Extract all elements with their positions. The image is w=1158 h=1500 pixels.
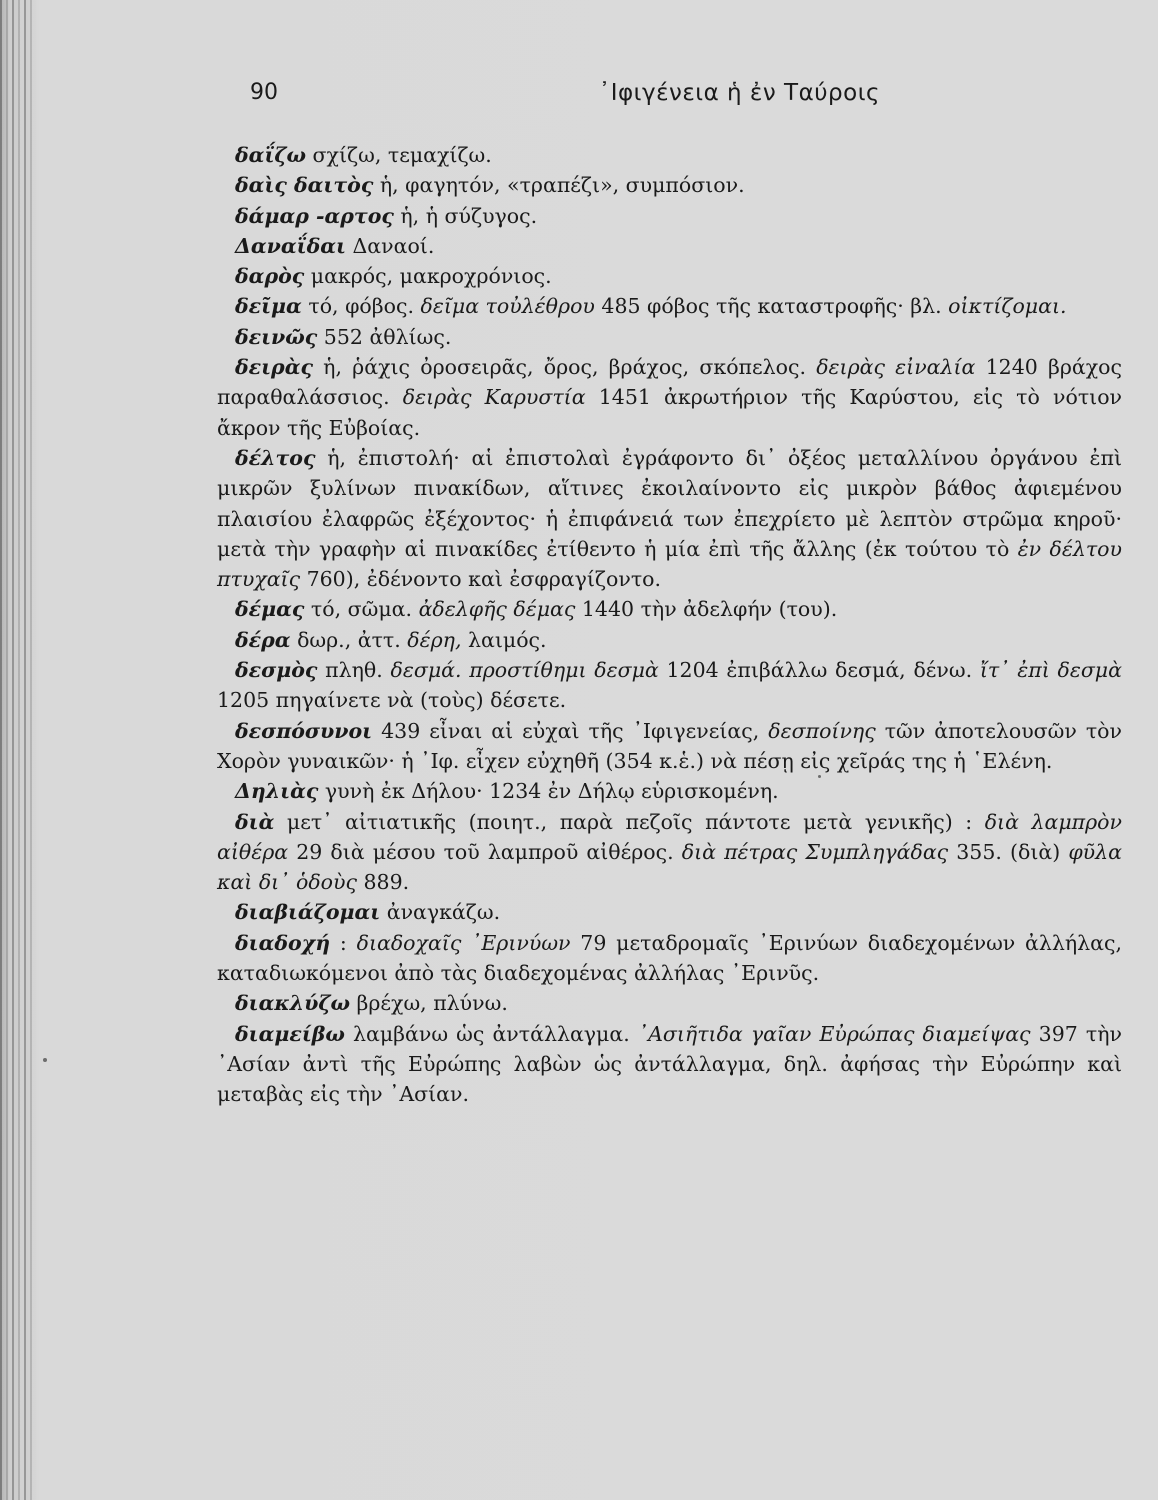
citation: ἐν δέλτου πτυχαῖς (217, 536, 1122, 592)
scan-speck (818, 775, 821, 778)
definition: βρέχω, πλύνω. (350, 991, 508, 1016)
headword: δέλτος (235, 445, 316, 470)
definition: 397 τὴν ᾿Ασίαν ἀντὶ τῆς Εὐρώπης λαβὼν ὡς ἀντάλλαγμα, δηλ. ἀφήσας τὴν Εὐρώπην καὶ μεταβὰς εἰς τὴν ᾿Ασίαν. (217, 1021, 1122, 1107)
glossary-entry (217, 352, 1122, 443)
glossary-body (217, 140, 1122, 1110)
headword: διακλύζω (235, 991, 350, 1016)
headword: διαμείβω (235, 1021, 345, 1046)
definition: Δαναοί. (345, 233, 435, 258)
citation: ἴτ᾿ ἐπὶ δεσμὰ (979, 658, 1122, 683)
running-title: ᾿Ιφιγένεια ἡ ἐν Ταύροις (598, 80, 880, 106)
glossary-entry (217, 625, 1122, 655)
page-header (250, 80, 880, 120)
headword: δεῖμα (235, 294, 302, 319)
glossary-entry (217, 655, 1122, 716)
definition: τῶν ἀποτελουσῶν τὸν Χορὸν γυναικῶν· ἡ ᾿Ιφ. εἶχεν εὐχηθῆ (354 κ.ἑ.) νὰ πέσῃ εἰς χεῖράς της ἡ ῾Ελένη. (217, 718, 1122, 773)
definition: τό, φόβος. (301, 294, 421, 319)
headword: διαβιάζομαι (235, 900, 381, 925)
definition: 889. (356, 870, 410, 895)
definition: 1204 ἐπιβάλλω δεσμά, δένω. (658, 658, 980, 683)
headword: δέρα (235, 627, 291, 652)
definition: 355. (διὰ) (948, 839, 1069, 864)
citation: διὰ λαμπρὸν αἰθέρα (217, 809, 1122, 864)
definition: λαιμός. (461, 627, 547, 652)
headword: Δαναΐδαι (235, 233, 346, 258)
definition: 439 εἶναι αἱ εὐχαὶ τῆς ᾿Ιφιγενείας, (372, 718, 769, 743)
definition: 1451 ἀκρωτήριον τῆς Καρύστου, εἰς τὸ νότιον ἄκρον τῆς Εὐβοίας. (217, 385, 1123, 440)
headword: διὰ (235, 809, 275, 834)
citation: δειρὰς Καρυστία (402, 385, 586, 410)
definition: ἡ, φαγητόν, «τραπέζι», συμπόσιον. (373, 173, 745, 198)
headword: δάμαρ -αρτος (235, 203, 394, 228)
glossary-entry (217, 594, 1122, 624)
glossary-entry (217, 443, 1122, 594)
definition: 760), ἐδένοντο καὶ ἐσφραγίζοντο. (300, 567, 662, 592)
glossary-entry (217, 928, 1122, 989)
citation: δειρὰς εἰναλία (816, 355, 976, 380)
headword: δεινῶς (235, 324, 318, 349)
definition: : (330, 930, 357, 955)
citation: φῦλα καὶ δι᾿ ὁδοὺς (217, 839, 1122, 895)
definition: μακρός, μακροχρόνιος. (304, 264, 552, 289)
definition: ἡ, ῥάχις ὀροσειρᾶς, ὄρος, βράχος, σκόπελος. (312, 355, 817, 380)
glossary-entry (217, 807, 1122, 898)
citation: δέρη, (407, 627, 462, 652)
headword: Δηλιὰς (235, 779, 319, 804)
definition: δωρ., ἀττ. (290, 627, 408, 652)
definition: ἡ, ἡ σύζυγος. (393, 203, 538, 228)
definition: 552 ἀθλίως. (317, 324, 452, 349)
definition: 29 διὰ μέσου τοῦ λαμπροῦ αἰθέρος. (288, 839, 682, 864)
scan-speck (43, 1058, 47, 1062)
glossary-entry (217, 140, 1122, 170)
glossary-entry (217, 1019, 1122, 1110)
headword: δαὶς δαιτὸς (235, 173, 374, 198)
citation: ᾿Ασιῆτιδα γαῖαν Εὐρώπας διαμείψας (637, 1021, 1031, 1046)
glossary-entry (217, 776, 1122, 806)
definition: 485 φόβος τῆς καταστροφῆς· βλ. (594, 294, 949, 319)
definition: ἀναγκάζω. (380, 900, 501, 925)
citation: διαδοχαῖς ᾿Ερινύων (356, 930, 571, 955)
definition: ἡ, ἐπιστολή· αἱ ἐπιστολαὶ ἐγράφοντο δι᾿ ὀξέος μεταλλίνου ὀργάνου ἐπὶ μικρῶν ξυλίνων πινακίδων, αἵτινες ἐκοιλαίνοντο εἰς μικρὸν βάθος ἀφιεμένου πλαισίου ἐλαφρῶς ἐξέχοντος· ἡ ἐπιφάνειά των ἐπεχρίετο μὲ λεπτὸν στρῶμα κηροῦ· μετὰ τὴν γραφὴν αἱ πινακίδες ἐτίθεντο ἡ μία ἐπὶ τῆς ἄλλης (ἐκ τούτου τὸ (217, 445, 1122, 561)
definition: 79 μεταδρομαῖς ᾿Ερινύων διαδεχομένων ἀλλήλας, καταδιωκόμενοι ἀπὸ τὰς διαδεχομένας ἀλλήλας ᾿Ερινῦς. (217, 930, 1122, 986)
headword: δαρὸς (235, 264, 305, 289)
glossary-entry (217, 897, 1122, 927)
citation: δεσποίνης (768, 718, 876, 743)
definition: 1440 τὴν ἀδελφήν (του). (575, 597, 838, 622)
book-binding-edge (0, 0, 36, 1500)
glossary-entry (217, 716, 1122, 777)
citation: δεῖμα τοὐλέθρου (420, 294, 595, 319)
citation: διὰ πέτρας Συμπληγάδας (681, 839, 949, 864)
definition: μετ᾿ αἰτιατικῆς (ποιητ., παρὰ πεζοῖς πάντοτε μετὰ γενικῆς) : (274, 809, 985, 834)
glossary-entry (217, 291, 1122, 321)
glossary-entry (217, 988, 1122, 1018)
definition: τό, σῶμα. (304, 597, 419, 622)
glossary-entry (217, 201, 1122, 231)
headword: δεσμὸς (235, 658, 318, 683)
definition: 1240 βράχος παραθαλάσσιος. (217, 355, 1122, 410)
definition: 1205 πηγαίνετε νὰ (τοὺς) δέσετε. (217, 688, 567, 713)
headword: δαΐζω (235, 143, 307, 167)
definition: λαμβάνω ὡς ἀντάλλαγμα. (344, 1021, 638, 1046)
citation: δεσμά. προστίθημι δεσμὰ (390, 658, 659, 683)
headword: διαδοχή (235, 930, 331, 955)
definition: σχίζω, τεμαχίζω. (306, 143, 492, 167)
cross-reference: οἰκτίζομαι. (948, 294, 1067, 319)
page-number: 90 (250, 80, 278, 105)
definition: γυνὴ ἐκ Δήλου· 1234 ἐν Δήλῳ εὑρισκομένη. (318, 779, 779, 804)
glossary-entry (217, 231, 1122, 261)
definition: πληθ. (317, 658, 391, 683)
headword: δέμας (235, 597, 305, 622)
glossary-entry (217, 261, 1122, 291)
glossary-entry (217, 170, 1122, 200)
headword: δειρὰς (235, 355, 313, 380)
citation: ἀδελφῆς δέμας (418, 597, 576, 622)
headword: δεσπόσυνοι (235, 718, 373, 743)
glossary-entry (217, 322, 1122, 352)
